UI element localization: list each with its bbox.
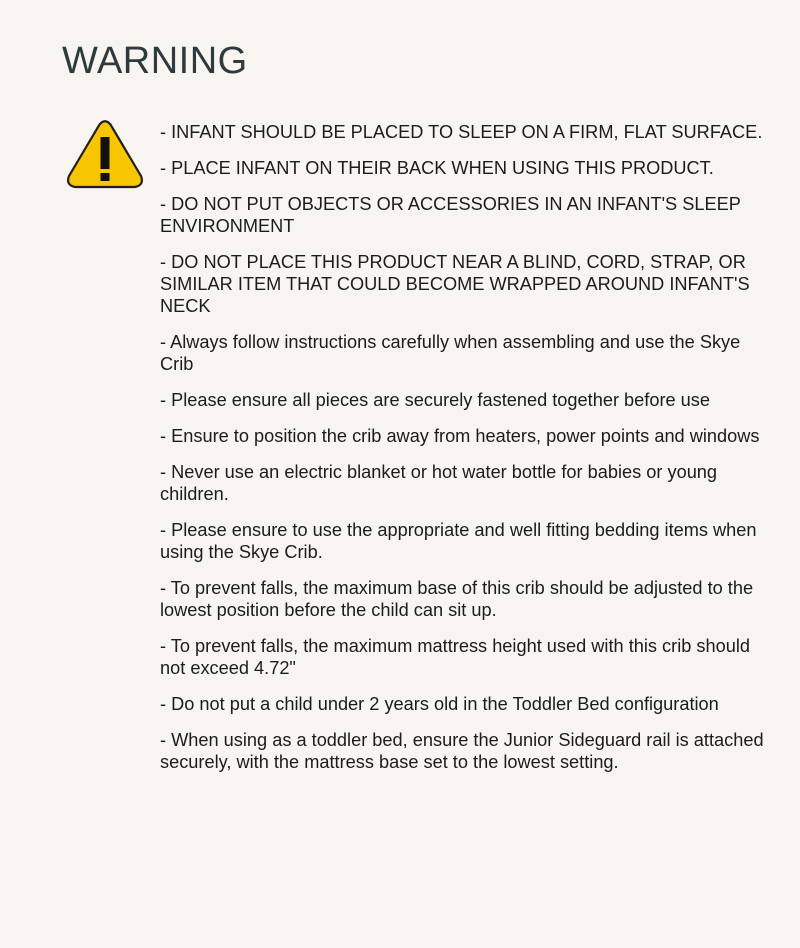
warning-item: - When using as a toddler bed, ensure the Junior Sideguard rail is attached securely, with the mattress base set to the lowest setting. [160, 730, 764, 772]
warning-triangle-icon [66, 119, 144, 190]
warning-item: - To prevent falls, the maximum base of this crib should be adjusted to the lowest position before the child can sit up. [160, 578, 754, 620]
warning-item: - PLACE INFANT ON THEIR BACK WHEN USING THIS PRODUCT. [160, 158, 714, 178]
warning-item: - Do not put a child under 2 years old in the Toddler Bed configuration [160, 694, 719, 714]
warning-item: - DO NOT PLACE THIS PRODUCT NEAR A BLIND, CORD, STRAP, OR SIMILAR ITEM THAT COULD BECOME WRAPPED AROUND INFANT'S NECK [160, 252, 750, 316]
warning-item: - Please ensure to use the appropriate and well fitting bedding items when using the Skye Crib. [160, 520, 757, 562]
page-title: WARNING [62, 40, 248, 82]
warning-item: - Please ensure all pieces are securely fastened together before use [160, 390, 710, 410]
warning-item: - Always follow instructions carefully when assembling and use the Skye Crib [160, 332, 741, 374]
warning-item: - Ensure to position the crib away from heaters, power points and windows [160, 426, 760, 446]
warning-list [160, 121, 770, 787]
warning-item: - INFANT SHOULD BE PLACED TO SLEEP ON A FIRM, FLAT SURFACE. [160, 122, 763, 142]
warning-item: - DO NOT PUT OBJECTS OR ACCESSORIES IN AN INFANT'S SLEEP ENVIRONMENT [160, 194, 741, 236]
warning-item: - To prevent falls, the maximum mattress height used with this crib should not exceed 4.72" [160, 636, 750, 678]
warning-item: - Never use an electric blanket or hot water bottle for babies or young children. [160, 462, 718, 504]
